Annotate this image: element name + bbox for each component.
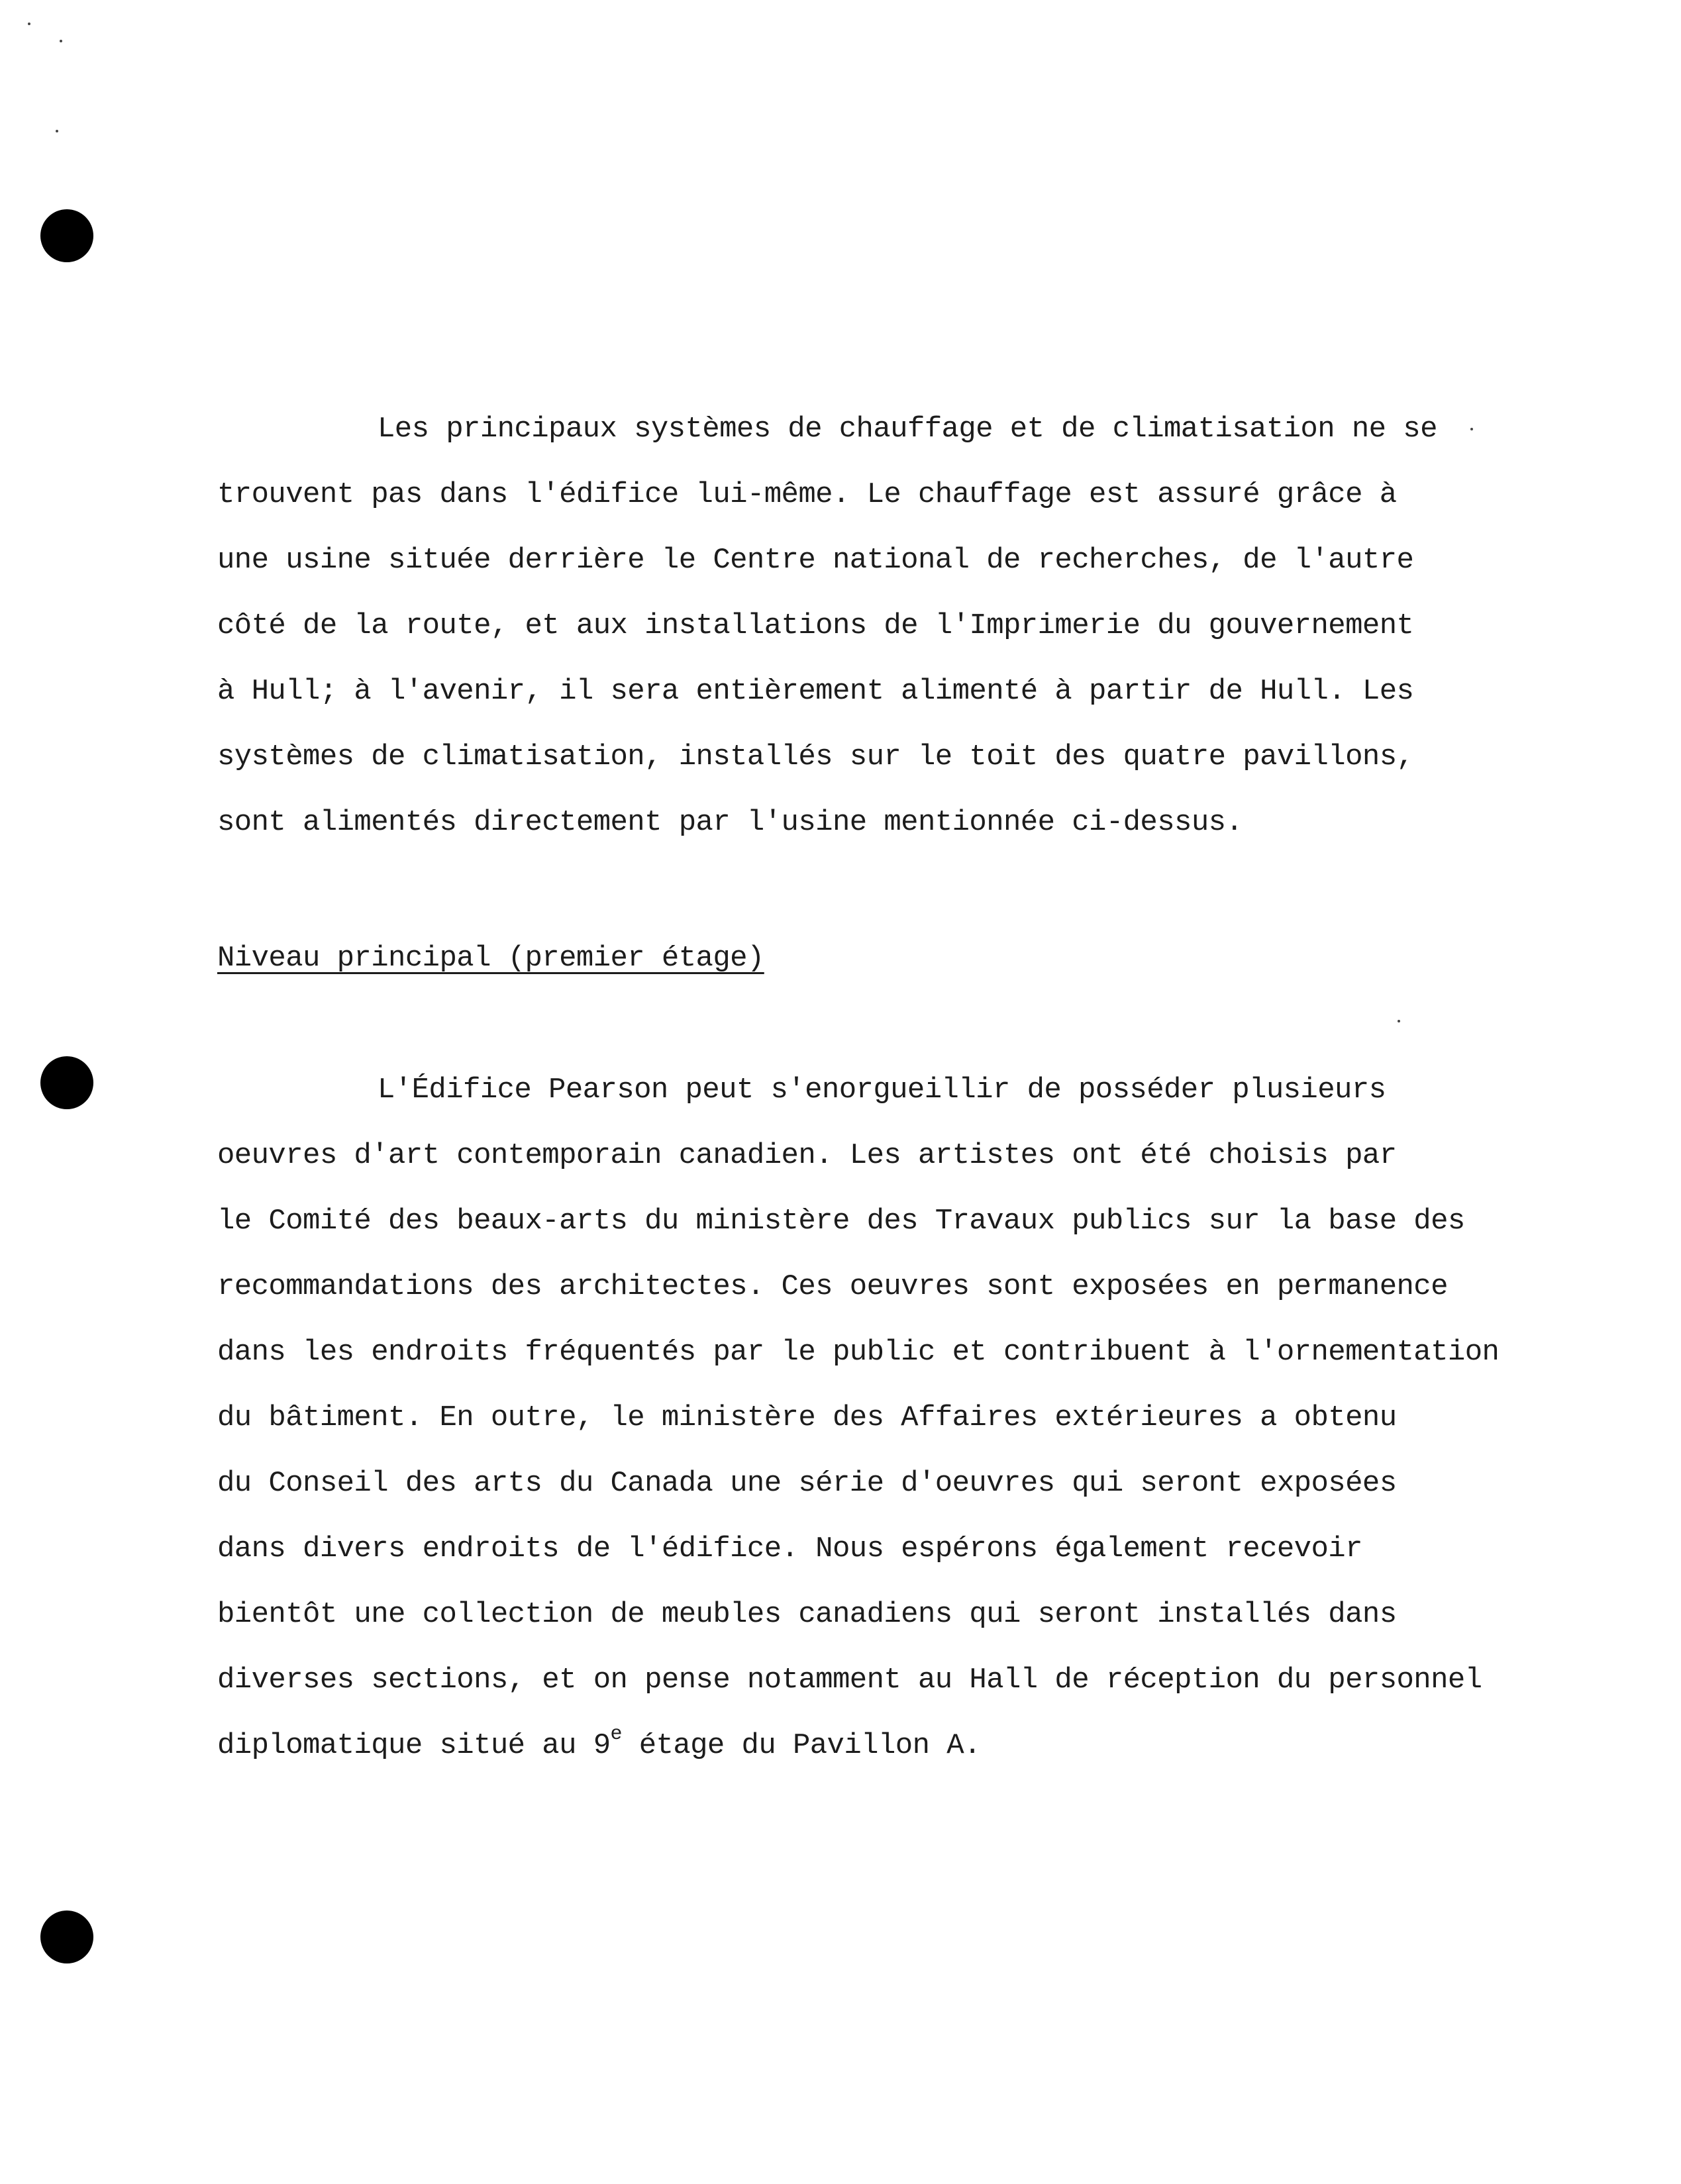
paragraph-line: du bâtiment. En outre, le ministère des Affaires extérieures a obtenu (217, 1401, 1397, 1434)
paragraph-line: bientôt une collection de meubles canadiens qui seront installés dans (217, 1598, 1397, 1631)
paragraph-heating-systems (217, 397, 1437, 856)
scan-speck (60, 40, 62, 42)
paragraph-line: trouvent pas dans l'édifice lui-même. Le chauffage est assuré grâce à (217, 478, 1397, 511)
scan-speck (56, 130, 58, 132)
scan-speck (1470, 428, 1473, 430)
paragraph-line: systèmes de climatisation, installés sur le toit des quatre pavillons, (217, 740, 1414, 773)
punch-hole-middle (40, 1056, 93, 1109)
paragraph-line: une usine située derrière le Centre national de recherches, de l'autre (217, 544, 1414, 577)
section-heading: Niveau principal (premier étage) (217, 942, 764, 975)
last-line-text-end: étage du Pavillon A. (621, 1729, 981, 1762)
paragraph-line: sont alimentés directement par l'usine mentionnée ci-dessus. (217, 806, 1243, 839)
ordinal-superscript: e (610, 1723, 622, 1746)
paragraph-line: L'Édifice Pearson peut s'enorgueillir de posséder plusieurs (378, 1073, 1386, 1107)
punch-hole-top (40, 209, 93, 262)
paragraph-line: du Conseil des arts du Canada une série d'oeuvres qui seront exposées (217, 1467, 1397, 1500)
paragraph-line: dans les endroits fréquentés par le public et contribuent à l'ornementation (217, 1336, 1500, 1369)
paragraph-line: oeuvres d'art contemporain canadien. Les artistes ont été choisis par (217, 1139, 1397, 1172)
scan-speck (1398, 1020, 1400, 1022)
scan-speck (28, 23, 30, 25)
paragraph-line: diverses sections, et on pense notamment au Hall de réception du personnel (217, 1663, 1482, 1697)
last-line-text: diplomatique situé au 9 (217, 1729, 611, 1762)
paragraph-line: recommandations des architectes. Ces oeuvres sont exposées en permanence (217, 1270, 1448, 1303)
paragraph-line: à Hull; à l'avenir, il sera entièrement alimenté à partir de Hull. Les (217, 675, 1414, 708)
punch-hole-bottom (40, 1911, 93, 1963)
paragraph-last-line (217, 1713, 1499, 1779)
paragraph-line: Les principaux systèmes de chauffage et de climatisation ne se (378, 413, 1437, 446)
paragraph-line: dans divers endroits de l'édifice. Nous espérons également recevoir (217, 1532, 1362, 1565)
paragraph-line: côté de la route, et aux installations de l'Imprimerie du gouvernement (217, 609, 1414, 642)
paragraph-artworks (217, 1058, 1499, 1779)
paragraph-line: le Comité des beaux-arts du ministère des Travaux publics sur la base des (217, 1205, 1465, 1238)
